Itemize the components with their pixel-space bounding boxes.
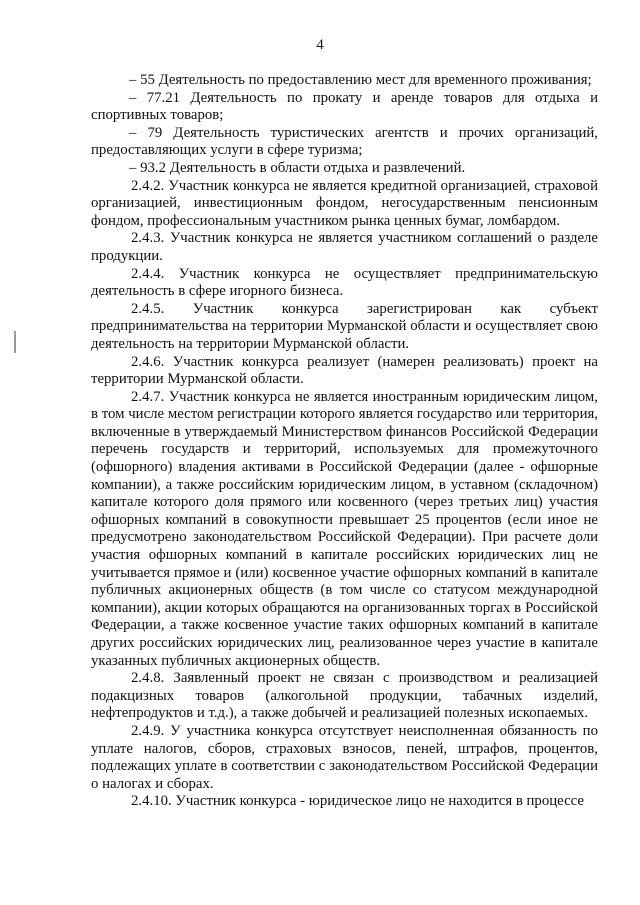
okved-item-55: – 55 Деятельность по предоставлению мест для временного проживания;: [129, 72, 592, 88]
clause-2-4-6: 2.4.6. Участник конкурса реализует (намерен реализовать) проект на территории Мурманской области.: [91, 353, 598, 388]
clause-2-4-5: 2.4.5. Участник конкурса зарегистрирован как субъект предпринимательства на территории Мурманской области и осуществляет свою деятельность на территории Мурманской области.: [91, 300, 598, 352]
clause-2-4-8: 2.4.8. Заявленный проект не связан с производством и реализацией подакцизных товаров (алкогольной продукции, табачных изделий, нефтепродуктов и т.д.), а также добычей и реализацией полезных ископаемых.: [91, 670, 598, 722]
clause-2-4-10: 2.4.10. Участник конкурса - юридическое лицо не находится в процессе: [131, 793, 584, 810]
clause-2-4-9: 2.4.9. У участника конкурса отсутствует неисполненная обязанность по уплате налогов, сборов, страховых взносов, пеней, штрафов, процентов, подлежащих уплате в соответствии с законодательством Российской Федерации о налогах и сборах.: [91, 722, 598, 792]
clause-2-4-2: 2.4.2. Участник конкурса не является кредитной организацией, страховой организацией, инвестиционным фондом, негосударственным пенсионным фондом, профессиональным участником рынка ценных бумаг, ломбардом.: [91, 177, 598, 229]
okved-item-79: – 79 Деятельность туристических агентств и прочих организаций, предоставляющих услуги в сфере туризма;: [91, 124, 598, 159]
clause-2-4-7: 2.4.7. Участник конкурса не является иностранным юридическим лицом, в том числе местом регистрации которого является государство или территория, включенные в утверждаемый Министерством финансов Российской Федерации перечень государств и территорий, используемых для промежуточного (офшорного) владения активами в Российской Федерации (далее - офшорные компании), а также российским юридическим лицом, в уставном (складочном) капитале которого доля прямого или косвенного (через третьих лиц) участия офшорных компаний в совокупности превышает 25 процентов (если иное не предусмотрено законодательством Российской Федерации). При расчете доли участия офшорных компаний в капитале российских юридических лиц не учитывается прямое и (или) косвенное участие офшорных компаний в капитале публичных акционерных обществ (в том числе со статусом международной компании), акции которых обращаются на организованных торгах в Российской Федерации, а также косвенное участие таких офшорных компаний в капитале других российских юридических лиц, реализованное через участие в капитале указанных публичных акционерных обществ.: [91, 388, 598, 669]
clause-2-4-4: 2.4.4. Участник конкурса не осуществляет предпринимательскую деятельность в сфере игорного бизнеса.: [91, 265, 598, 300]
clause-2-4-3: 2.4.3. Участник конкурса не является участником соглашений о разделе продукции.: [91, 230, 598, 264]
okved-item-93-2: – 93.2 Деятельность в области отдыха и развлечений.: [129, 159, 466, 176]
margin-mark: [14, 331, 16, 353]
okved-item-77-21: – 77.21 Деятельность по прокату и аренде товаров для отдыха и спортивных товаров;: [91, 89, 598, 124]
document-body: [91, 72, 598, 811]
page-number: 4: [316, 37, 324, 53]
